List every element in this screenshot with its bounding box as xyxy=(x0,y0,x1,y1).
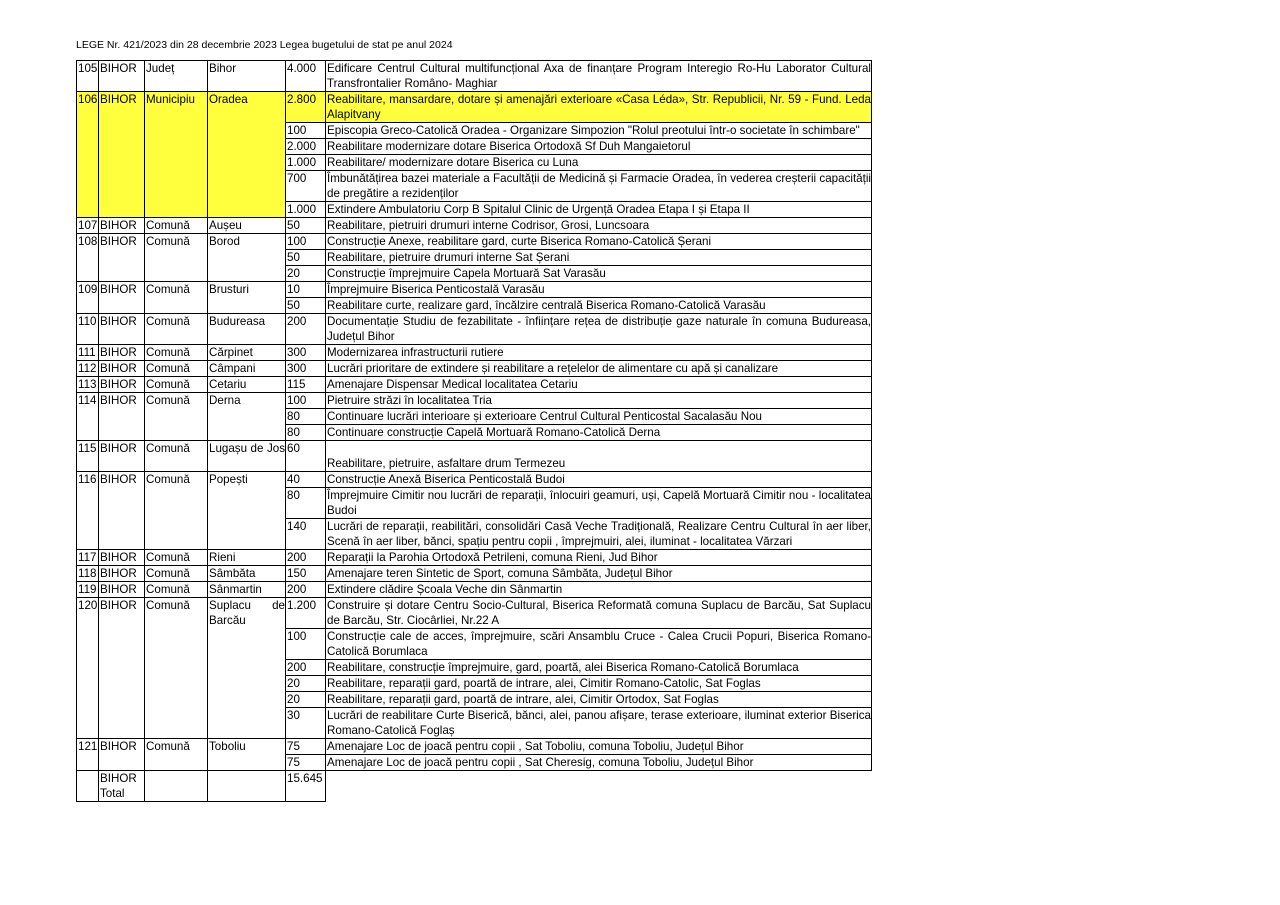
objective-cell: Amenajare Loc de joacă pentru copii , Sat Toboliu, comuna Toboliu, Județul Bihor xyxy=(326,739,872,755)
amount-cell: 200 xyxy=(286,550,326,566)
county-cell: BIHOR xyxy=(99,218,145,234)
amount-cell: 10 xyxy=(286,282,326,298)
county-cell: BIHOR xyxy=(99,566,145,582)
row-number: 119 xyxy=(77,582,99,598)
amount-cell: 200 xyxy=(286,314,326,345)
county-cell: BIHOR xyxy=(99,282,145,314)
row-number: 107 xyxy=(78,219,98,232)
objective-cell: Extindere clădire Școala Veche din Sânmartin xyxy=(326,582,872,598)
amount-cell: 75 xyxy=(286,755,326,771)
total-blank xyxy=(326,771,872,802)
county-cell: BIHOR xyxy=(99,393,145,441)
objective-cell: Împrejmuire Cimitir nou lucrări de reparații, înlocuiri geamuri, uși, Capelă Mortuară Cimitir nou - localitatea Budoi xyxy=(327,489,871,517)
locality-cell: Lugașu de Jos xyxy=(208,441,286,472)
amount-cell: 200 xyxy=(286,582,326,598)
locality-cell: Sâmbăta xyxy=(208,566,286,582)
amount-cell: 20 xyxy=(286,692,326,708)
row-number: 117 xyxy=(77,550,99,566)
table-row xyxy=(77,582,872,598)
locality-cell: Cărpinet xyxy=(208,345,286,361)
amount-cell: 1.200 xyxy=(286,598,326,629)
objective-cell: Continuare lucrări interioare și exterioare Centrul Cultural Penticostal Sacalasău Nou xyxy=(326,409,872,425)
row-number: 113 xyxy=(77,377,99,393)
total-number-cell xyxy=(77,771,99,802)
objective-cell: Amenajare teren Sintetic de Sport, comuna Sâmbăta, Județul Bihor xyxy=(326,566,872,582)
locality-cell: Popești xyxy=(208,472,286,550)
locality-cell: Suplacu de Barcău xyxy=(208,598,286,739)
county-cell: BIHOR xyxy=(99,314,145,345)
row-number: 116 xyxy=(77,472,99,550)
objective-cell: Continuare construcție Capelă Mortuară Romano-Catolică Derna xyxy=(326,425,872,441)
table-row xyxy=(77,472,872,488)
unit-type-cell: Județ xyxy=(145,61,208,92)
unit-type-cell: Comună xyxy=(145,234,208,282)
objective-cell: Modernizarea infrastructurii rutiere xyxy=(326,345,872,361)
unit-type-cell: Comună xyxy=(145,441,208,472)
amount-cell: 2.800 xyxy=(286,92,326,123)
objective-cell: Reabilitare, pietruiri drumuri interne Codrisor, Grosi, Luncsoara xyxy=(326,218,872,234)
county-cell: BIHOR xyxy=(99,345,145,361)
budget-table xyxy=(76,60,872,802)
amount-cell: 60 xyxy=(286,441,326,472)
total-row xyxy=(77,771,872,802)
objective-cell: Extindere Ambulatoriu Corp B Spitalul Clinic de Urgență Oradea Etapa I și Etapa II xyxy=(326,202,872,218)
amount-cell: 20 xyxy=(286,676,326,692)
table-row xyxy=(77,739,872,755)
amount-cell: 30 xyxy=(286,708,326,739)
amount-cell: 1.000 xyxy=(286,202,326,218)
objective-cell: Construcție Anexe, reabilitare gard, curte Biserica Romano-Catolică Șerani xyxy=(326,234,872,250)
unit-type-cell: Municipiu xyxy=(145,92,208,218)
objective-cell: Construcție cale de acces, împrejmuire, scări Ansamblu Cruce - Calea Crucii Popuri, Biserica Romano-Catolică Borumlaca xyxy=(327,630,871,658)
county-cell: BIHOR xyxy=(99,739,145,771)
total-empty-cell xyxy=(208,771,286,802)
total-amount: 15.645 xyxy=(286,771,326,802)
amount-cell: 200 xyxy=(286,660,326,676)
row-number: 114 xyxy=(77,393,99,441)
amount-cell: 20 xyxy=(286,266,326,282)
table-row xyxy=(77,218,872,234)
row-number: 110 xyxy=(77,314,99,345)
objective-cell: Edificare Centrul Cultural multifuncțional Axa de finanțare Program Interegio Ro-Hu Laborator Cultural Transfrontalier Româno- Maghiar xyxy=(327,62,871,90)
objective-cell: Documentație Studiu de fezabilitate - înființare rețea de distribuție gaze naturale în comuna Budureasa, Județul Bihor xyxy=(327,315,871,343)
table-row xyxy=(77,314,872,345)
table-row xyxy=(77,282,872,298)
unit-type-cell: Comună xyxy=(145,739,208,771)
amount-cell: 80 xyxy=(286,488,326,519)
locality-cell: Toboliu xyxy=(208,739,286,771)
amount-cell: 1.000 xyxy=(286,155,326,171)
county-cell: BIHOR xyxy=(99,61,145,92)
row-number: 106 xyxy=(77,92,99,218)
objective-cell: Lucrări prioritare de extindere și reabilitare a rețelelor de alimentare cu apă și canalizare xyxy=(326,361,872,377)
locality-cell: Aușeu xyxy=(208,218,286,234)
table-row xyxy=(77,61,872,92)
table-row xyxy=(77,550,872,566)
locality-cell: Cetariu xyxy=(208,377,286,393)
amount-cell: 150 xyxy=(286,566,326,582)
table-row xyxy=(77,598,872,629)
amount-cell: 50 xyxy=(286,298,326,314)
amount-cell: 75 xyxy=(286,739,326,755)
amount-cell: 300 xyxy=(286,361,326,377)
objective-cell: Amenajare Loc de joacă pentru copii , Sat Cheresig, comuna Toboliu, Județul Bihor xyxy=(326,755,872,771)
county-cell: BIHOR xyxy=(99,441,145,472)
amount-cell: 4.000 xyxy=(286,61,326,92)
amount-cell: 80 xyxy=(286,409,326,425)
unit-type-cell: Comună xyxy=(145,393,208,441)
objective-cell: Construcție Anexă Biserica Penticostală Budoi xyxy=(326,472,872,488)
amount-cell: 100 xyxy=(286,123,326,139)
total-label: BIHOR Total xyxy=(99,771,145,802)
amount-cell: 100 xyxy=(286,234,326,250)
unit-type-cell: Comună xyxy=(145,218,208,234)
objective-cell: Reabilitare, mansardare, dotare și amenajări exterioare «Casa Léda», Str. Republicii, Nr. 59 - Fund. Leda Alapitvany xyxy=(327,93,871,121)
unit-type-cell: Comună xyxy=(145,361,208,377)
objective-cell: Episcopia Greco-Catolică Oradea - Organizare Simpozion "Rolul preotului într-o societate în schimbare" xyxy=(326,123,872,139)
amount-cell: 100 xyxy=(286,629,326,660)
amount-cell: 2.000 xyxy=(286,139,326,155)
row-number: 108 xyxy=(77,234,99,282)
unit-type-cell: Comună xyxy=(145,377,208,393)
county-cell: BIHOR xyxy=(99,361,145,377)
unit-type-cell: Comună xyxy=(145,282,208,314)
objective-cell: Pietruire străzi în localitatea Tria xyxy=(326,393,872,409)
row-number: 115 xyxy=(77,441,99,472)
unit-type-cell: Comună xyxy=(145,314,208,345)
objective-cell: Reparații la Parohia Ortodoxă Petrileni, comuna Rieni, Jud Bihor xyxy=(326,550,872,566)
locality-cell: Borod xyxy=(208,234,286,282)
objective-cell: Construcție împrejmuire Capela Mortuară Sat Varasău xyxy=(326,266,872,282)
table-row xyxy=(77,393,872,409)
objective-cell: Reabilitare modernizare dotare Biserica Ortodoxă Sf Duh Mangaietorul xyxy=(326,139,872,155)
document-header: LEGE Nr. 421/2023 din 28 decembrie 2023 Legea bugetului de stat pe anul 2024 xyxy=(76,39,453,51)
table-row xyxy=(77,345,872,361)
objective-cell: Reabilitare, reparații gard, poartă de intrare, alei, Cimitir Romano-Catolic, Sat Foglas xyxy=(326,676,872,692)
unit-type-cell: Comună xyxy=(145,472,208,550)
objective-cell: Îmbunătățirea bazei materiale a Facultății de Medicină și Farmacie Oradea, în vederea creșterii capacității de pregătire a rezidenților xyxy=(327,172,871,200)
row-number: 120 xyxy=(77,598,99,739)
table-row xyxy=(77,441,872,472)
objective-cell: Împrejmuire Biserica Penticostală Varasău xyxy=(326,282,872,298)
locality-cell: Bihor xyxy=(208,61,286,92)
row-number: 105 xyxy=(77,61,99,92)
amount-cell: 115 xyxy=(286,377,326,393)
objective-cell: Lucrări de reabilitare Curte Biserică, bănci, alei, panou afișare, terase exterioare, iluminat exterior Biserica Romano-Catolică Foglaș xyxy=(327,709,871,737)
amount-cell: 50 xyxy=(286,250,326,266)
objective-cell: Reabilitare/ modernizare dotare Biserica cu Luna xyxy=(326,155,872,171)
locality-cell: Budureasa xyxy=(208,314,286,345)
objective-cell: Construire și dotare Centru Socio-Cultural, Biserica Reformată comuna Suplacu de Barcău, Sat Suplacu de Barcău, Str. Ciocârliei, Nr.22 A xyxy=(327,599,871,627)
table-row xyxy=(77,566,872,582)
row-number: 112 xyxy=(77,361,99,377)
objective-cell: Amenajare Dispensar Medical localitatea Cetariu xyxy=(326,377,872,393)
table-row xyxy=(77,234,872,250)
amount-cell: 50 xyxy=(286,218,326,234)
unit-type-cell: Comună xyxy=(145,550,208,566)
county-cell: BIHOR xyxy=(99,92,145,218)
unit-type-cell: Comună xyxy=(145,582,208,598)
amount-cell: 80 xyxy=(286,425,326,441)
locality-cell: Rieni xyxy=(208,550,286,566)
county-cell: BIHOR xyxy=(99,377,145,393)
locality-cell: Brusturi xyxy=(208,282,286,314)
objective-cell: Reabilitare, pietruire drumuri interne Sat Șerani xyxy=(326,250,872,266)
county-cell: BIHOR xyxy=(99,550,145,566)
objective-cell: Lucrări de reparații, reabilitări, consolidări Casă Veche Tradițională, Realizare Centru Cultural în aer liber, Scenă în aer liber, bănci, spațiu pentru copii , împrejmuiri, alei, iluminat - localitatea Vărzari xyxy=(327,520,871,548)
table-row xyxy=(77,92,872,123)
table-row xyxy=(77,377,872,393)
unit-type-cell: Comună xyxy=(145,598,208,739)
table-row xyxy=(77,361,872,377)
amount-cell: 300 xyxy=(286,345,326,361)
row-number: 111 xyxy=(77,345,99,361)
objective-cell: Reabilitare, pietruire, asfaltare drum Termezeu xyxy=(326,441,872,472)
unit-type-cell: Comună xyxy=(145,345,208,361)
locality-cell: Câmpani xyxy=(208,361,286,377)
row-number: 118 xyxy=(77,566,99,582)
unit-type-cell: Comună xyxy=(145,566,208,582)
locality-cell: Sânmartin xyxy=(208,582,286,598)
county-cell: BIHOR xyxy=(99,472,145,550)
total-empty-cell xyxy=(145,771,208,802)
row-number: 109 xyxy=(77,282,99,314)
locality-cell: Oradea xyxy=(208,92,286,218)
county-cell: BIHOR xyxy=(99,582,145,598)
amount-cell: 40 xyxy=(286,472,326,488)
locality-cell: Derna xyxy=(208,393,286,441)
county-cell: BIHOR xyxy=(99,598,145,739)
objective-cell: Reabilitare, construcție împrejmuire, gard, poartă, alei Biserica Romano-Catolică Borumlaca xyxy=(326,660,872,676)
objective-cell: Reabilitare, reparații gard, poartă de intrare, alei, Cimitir Ortodox, Sat Foglas xyxy=(326,692,872,708)
amount-cell: 700 xyxy=(286,171,326,202)
county-cell: BIHOR xyxy=(99,234,145,282)
objective-cell: Reabilitare curte, realizare gard, încălzire centrală Biserica Romano-Catolică Varasău xyxy=(326,298,872,314)
row-number: 121 xyxy=(77,739,99,771)
amount-cell: 140 xyxy=(286,519,326,550)
amount-cell: 100 xyxy=(286,393,326,409)
